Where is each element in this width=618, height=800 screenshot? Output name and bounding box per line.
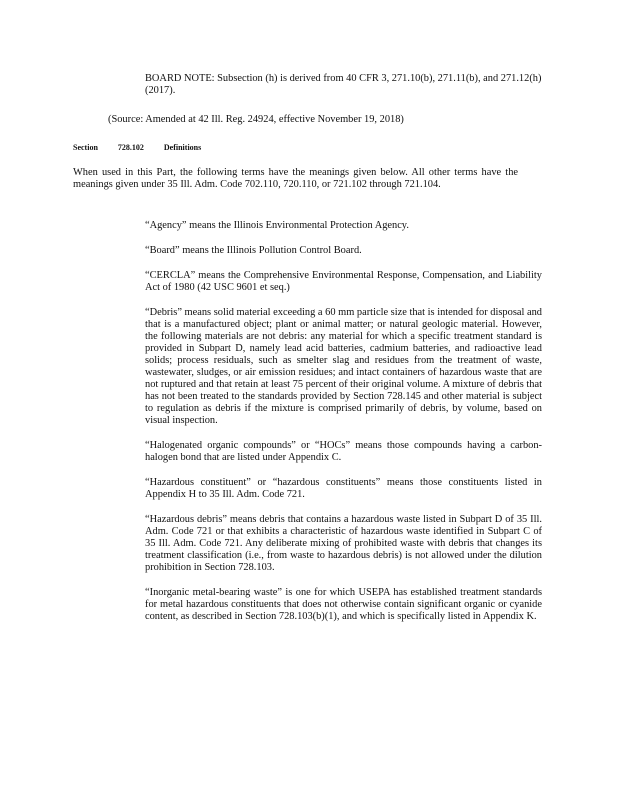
definition-hazardous-constituent: “Hazardous constituent” or “hazardous constituents” means those constituents listed in Appendix H to 35 Ill. Adm. Code 721. [145,477,542,500]
board-note: BOARD NOTE: Subsection (h) is derived from 40 CFR 3, 271.10(b), 271.11(b), and 271.12(h) (2017). [145,73,542,96]
section-heading [73,143,273,153]
definition-cercla: “CERCLA” means the Comprehensive Environmental Response, Compensation, and Liability Act of 1980 (42 USC 9601 et seq.) [145,270,542,293]
definition-hocs: “Halogenated organic compounds” or “HOCs” means those compounds having a carbon-halogen bond that are listed under Appendix C. [145,440,542,463]
definition-agency: “Agency” means the Illinois Environmental Protection Agency. [145,220,409,231]
section-number: 728.102 [117,143,144,152]
intro-paragraph: When used in this Part, the following terms have the meanings given below. All other terms have the meanings given under 35 Ill. Adm. Code 702.110, 720.110, or 721.102 through 721.104. [73,167,518,190]
definitions-list [145,220,542,636]
definition-hazardous-debris: “Hazardous debris” means debris that contains a hazardous waste listed in Subpart D of 35 Ill. Adm. Code 721 or that exhibits a characteristic of hazardous waste identified in Subpart C of 35 Ill. Adm. Code 721. Any deliberate mixing of prohibited waste with debris that changes its treatment classification (i.e., from waste to hazardous debris) is not allowed under the dilution prohibition in Section 728.103. [145,514,542,573]
definition-inorganic-metal-bearing-waste: “Inorganic metal-bearing waste” is one for which USEPA has established treatment standards for metal hazardous constituents that does not otherwise contain significant organic or cyanide content, as described in Section 728.103(b)(1), and which is specifically listed in Appendix K. [145,587,542,622]
definition-debris: “Debris” means solid material exceeding a 60 mm particle size that is intended for disposal and that is a manufactured object; plant or animal matter; or natural geologic material. However, the following materials are not debris: any material for which a specific treatment standard is provided in Subpart D, namely lead acid batteries, cadmium batteries, and radioactive lead solids; process residuals, such as smelter slag and residues from the treatment of waste, wastewater, sludges, or air emission residues; and intact containers of hazardous waste that are not ruptured and that retain at least 75 percent of their original volume. A mixture of debris that has not been treated to the standards provided by Section 728.145 and other material is subject to regulation as debris if the mixture is comprised primarily of debris, by volume, based on visual inspection. [145,307,542,426]
section-title: Definitions [163,143,202,152]
source-note: (Source: Amended at 42 Ill. Reg. 24924, effective November 19, 2018) [108,114,404,125]
definition-board: “Board” means the Illinois Pollution Control Board. [145,245,362,256]
section-label: Section [73,143,98,152]
